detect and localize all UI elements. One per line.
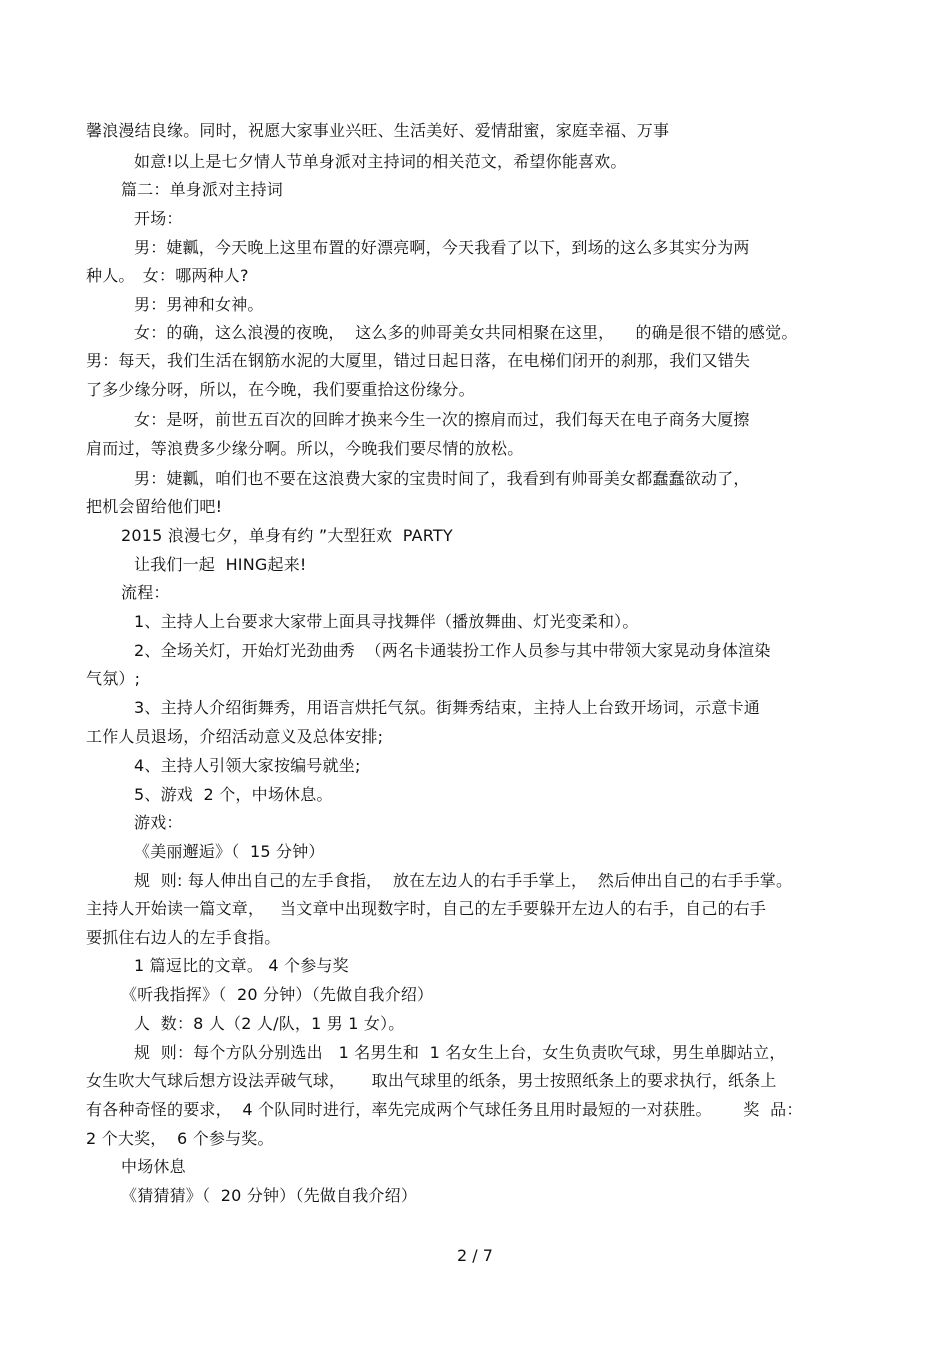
text-line-14: 把机会留给他们吧! bbox=[86, 497, 223, 516]
text-line-5: 男：婕瓤，今天晚上这里布置的好漂亮啊，今天我看了以下，到场的这么多其实分为两 bbox=[134, 238, 750, 257]
section-heading: 篇二：单身派对主持词 bbox=[121, 180, 284, 199]
text-line-20: 气氛）; bbox=[86, 669, 141, 688]
text-line-24: 5、游戏 2 个，中场休息。 bbox=[134, 785, 333, 804]
text-line-35: 有各种奇怪的要求， 4 个队同时进行，率先完成两个气球任务且用时最短的一对获胜。 奖 品： bbox=[86, 1100, 803, 1119]
text-line-28: 主持人开始读一篇文章， 当文章中出现数字时，自己的左手要躲开左边人的右手，自己的右手 bbox=[86, 899, 767, 918]
text-line-2: 如意!以上是七夕情人节单身派对主持词的相关范文，希望你能喜欢。 bbox=[134, 152, 627, 171]
text-line-11: 女：是呀，前世五百次的回眸才换来今生一次的擦肩而过，我们每天在电子商务大厦擦 bbox=[134, 410, 750, 429]
text-line-13: 男：婕瓤，咱们也不要在这浪费大家的宝贵时间了，我看到有帅哥美女都蠢蠢欲动了， bbox=[134, 469, 750, 488]
text-line-26: 《美丽邂逅》（ 15 分钟） bbox=[134, 842, 325, 861]
text-line-15: 2015 浪漫七夕，单身有约 ”大型狂欢 PARTY bbox=[121, 526, 453, 545]
text-line-37: 中场休息 bbox=[121, 1157, 186, 1176]
text-line-6: 种人。 女：哪两种人? bbox=[86, 266, 249, 285]
text-line-4: 开场： bbox=[134, 209, 183, 228]
text-line-25: 游戏： bbox=[134, 813, 183, 832]
text-line-32: 人 数：8 人（2 人/队，1 男 1 女）。 bbox=[134, 1014, 405, 1033]
text-line-8: 女：的确，这么浪漫的夜晚， 这么多的帅哥美女共同相聚在这里， 的确是很不错的感觉。 bbox=[134, 323, 798, 342]
text-line-16: 让我们一起 HING起来! bbox=[134, 555, 307, 574]
text-line-9: 男：每天，我们生活在钢筋水泥的大厦里，错过日起日落，在电梯们闭开的刹那，我们又错失 bbox=[86, 351, 751, 370]
text-line-31: 《听我指挥》（ 20 分钟）（先做自我介绍） bbox=[121, 985, 434, 1004]
text-line-22: 工作人员退场，介绍活动意义及总体安排; bbox=[86, 727, 384, 746]
text-line-17: 流程： bbox=[121, 583, 170, 602]
text-line-18: 1、主持人上台要求大家带上面具寻找舞伴（播放舞曲、灯光变柔和）。 bbox=[134, 612, 639, 631]
text-line-23: 4、主持人引领大家按编号就坐; bbox=[134, 756, 361, 775]
text-line-33: 规 则：每个方队分别选出 1 名男生和 1 名女生上台，女生负责吹气球，男生单脚站立， bbox=[134, 1043, 786, 1062]
text-line-27: 规 则: 每人伸出自己的左手食指， 放在左边人的右手手掌上， 然后伸出自己的右手手掌。 bbox=[134, 871, 793, 890]
page-number: 2 / 7 bbox=[457, 1246, 493, 1265]
text-line-19: 2、全场关灯，开始灯光劲曲秀 （两名卡通装扮工作人员参与其中带领大家晃动身体渲染 bbox=[134, 641, 771, 660]
text-line-30: 1 篇逗比的文章。 4 个参与奖 bbox=[134, 956, 349, 975]
text-line-21: 3、主持人介绍街舞秀，用语言烘托气氛。街舞秀结束，主持人上台致开场词，示意卡通 bbox=[134, 698, 760, 717]
text-line-36: 2 个大奖， 6 个参与奖。 bbox=[86, 1129, 274, 1148]
text-line-7: 男：男神和女神。 bbox=[134, 295, 264, 314]
text-line-10: 了多少缘分呀，所以，在今晚，我们要重拾这份缘分。 bbox=[86, 380, 475, 399]
text-line-29: 要抓住右边人的左手食指。 bbox=[86, 928, 281, 947]
text-line-12: 肩而过，等浪费多少缘分啊。所以，今晚我们要尽情的放松。 bbox=[86, 439, 524, 458]
text-line-38: 《猜猜猜》（ 20 分钟）（先做自我介绍） bbox=[121, 1186, 418, 1205]
text-line-1: 馨浪漫结良缘。同时，祝愿大家事业兴旺、生活美好、爱情甜蜜，家庭幸福、万事 bbox=[86, 121, 670, 140]
text-line-34: 女生吹大气球后想方设法弄破气球， 取出气球里的纸条，男士按照纸条上的要求执行，纸条上 bbox=[86, 1071, 777, 1090]
